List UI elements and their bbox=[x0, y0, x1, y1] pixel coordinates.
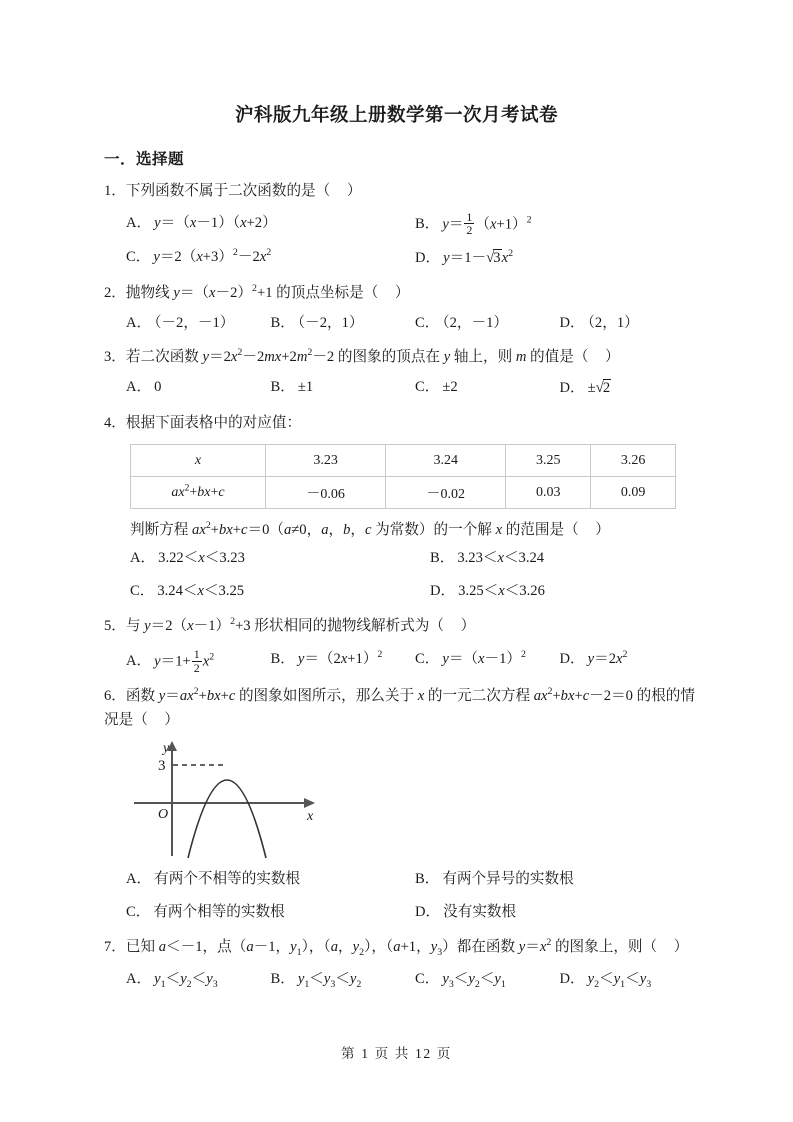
question-3-text: 若二次函数 $y=2x^2-2mx+2m^2-2$ 的图象的顶点在 y 轴上，则 m 的值是（ ） bbox=[125, 347, 620, 366]
question-4-stem bbox=[104, 412, 704, 436]
question-5-options bbox=[126, 648, 704, 674]
option-label: D． bbox=[415, 903, 441, 920]
y-axis-label: y bbox=[163, 741, 170, 757]
question-4-option-b[interactable]: B． 3.23＜x＜3.24 bbox=[430, 550, 545, 567]
option-label: D． bbox=[430, 582, 456, 599]
question-2-option-d[interactable]: D． （2，1） bbox=[559, 314, 639, 331]
question-3-option-d[interactable]: D． ±√2 bbox=[559, 379, 611, 396]
option-label: D． bbox=[415, 249, 441, 266]
section-heading: 一．选择题 bbox=[104, 151, 185, 168]
page-footer: 第 1 页 共 12 页 bbox=[341, 1046, 452, 1061]
radical-sqrt3: √3 bbox=[486, 249, 501, 266]
option-text: 没有实数根 bbox=[443, 903, 517, 920]
question-3-stem bbox=[104, 346, 704, 370]
table-cell: －0.06 bbox=[266, 477, 386, 509]
correspondence-table bbox=[130, 444, 676, 509]
question-3 bbox=[104, 346, 704, 400]
parabola-figure bbox=[132, 738, 322, 860]
fraction-one-half: $\frac{1}{2}$ bbox=[466, 209, 473, 238]
table-cell: 0.03 bbox=[506, 477, 591, 509]
question-1-stem bbox=[104, 180, 704, 204]
table-cell: －0.02 bbox=[386, 477, 506, 509]
question-2-option-c[interactable]: C． （2，－1） bbox=[415, 314, 508, 331]
question-1-option-a[interactable]: A． y＝（x－1）（x+2） bbox=[126, 214, 277, 231]
question-4-table-wrapper bbox=[130, 444, 793, 509]
question-4-followup: 判断方程 $ax^2+bx+c=0(a\ne 0$，a，b，c 为常数）的一个解 x 的范围是（ ） bbox=[130, 520, 610, 539]
question-4-text: 根据下面表格中的对应值： bbox=[125, 414, 302, 431]
option-label: A． bbox=[130, 550, 156, 567]
table-row bbox=[131, 445, 676, 477]
question-1-options-row-1 bbox=[126, 211, 704, 238]
question-2 bbox=[104, 282, 704, 335]
option-label: C． bbox=[415, 971, 440, 988]
question-6-text: 函数 $y=ax^2+bx+c$ 的图象如图所示，那么关于 x 的一元二次方程 $ax^2+bx+c-2=0$ 的根的情况是（ ） bbox=[104, 686, 695, 728]
question-1-options-row-2 bbox=[126, 245, 704, 272]
question-3-option-c[interactable]: C． ±2 bbox=[415, 378, 458, 395]
question-7-text: 已知 a＜－1，点（a－1，$y_1$），（a，$y_2$），（a+1，$y_3$）都在函数 $y=x^2$ 的图象上，则（ ） bbox=[125, 937, 689, 959]
table-cell: 0.09 bbox=[591, 477, 676, 509]
question-5-number: 5． bbox=[104, 618, 126, 635]
option-label: B． bbox=[270, 971, 295, 988]
question-1-option-d[interactable]: D． $y=1-√3x^2$ bbox=[415, 247, 514, 266]
question-5-option-c[interactable]: C． $y=(x-1)^2$ bbox=[415, 649, 526, 667]
question-4-option-c[interactable]: C． 3.24＜x＜3.25 bbox=[130, 582, 245, 599]
question-4-option-d[interactable]: D． 3.25＜x＜3.26 bbox=[430, 582, 545, 599]
question-6-options-block bbox=[104, 867, 704, 925]
question-6-option-d[interactable] bbox=[415, 900, 704, 926]
option-label: B． bbox=[415, 871, 440, 888]
option-label: C． bbox=[415, 314, 440, 331]
option-label: C． bbox=[126, 248, 151, 265]
question-5 bbox=[104, 615, 704, 674]
option-label: B． bbox=[415, 215, 440, 232]
question-4-options-row-1 bbox=[130, 546, 730, 572]
question-6-stem bbox=[104, 685, 704, 732]
question-7-number: 7． bbox=[104, 939, 126, 956]
option-label: A． bbox=[126, 314, 152, 331]
option-label: A． bbox=[126, 871, 152, 888]
question-5-option-b[interactable]: B． $y=(2x+1)^2$ bbox=[270, 649, 383, 667]
question-5-option-a[interactable]: A． y＝1+ $\frac{1}{2}$ $x^2$ bbox=[126, 646, 215, 675]
question-2-text: 抛物线 $y=(x-2)^2+1$ 的顶点坐标是（ ） bbox=[125, 283, 410, 302]
option-label: A． bbox=[126, 378, 152, 395]
question-6-options-row-2 bbox=[126, 900, 704, 926]
option-label: B． bbox=[270, 314, 295, 331]
question-6-option-a[interactable] bbox=[126, 867, 415, 893]
option-text: 有两个不相等的实数根 bbox=[154, 871, 301, 888]
option-label: C． bbox=[415, 650, 440, 667]
question-4-number: 4． bbox=[104, 414, 126, 431]
question-6-number: 6． bbox=[104, 688, 126, 705]
question-3-options bbox=[126, 376, 704, 401]
option-label: D． bbox=[559, 379, 585, 396]
option-text: 有两个异号的实数根 bbox=[442, 871, 574, 888]
question-7-options bbox=[126, 968, 704, 992]
radical-sqrt2: √2 bbox=[595, 379, 611, 396]
question-2-number: 2． bbox=[104, 285, 126, 302]
question-2-stem bbox=[104, 282, 704, 306]
question-5-text: 与 $y=2(x-1)^2+3$ 形状相同的抛物线解析式为（ ） bbox=[125, 616, 476, 635]
origin-label: O bbox=[158, 807, 169, 823]
question-1-option-c[interactable]: C． $y=2(x+3)^2-2x^2$ bbox=[126, 246, 272, 265]
question-5-option-d[interactable]: D． $y=2x^2$ bbox=[559, 649, 628, 667]
question-3-number: 3． bbox=[104, 349, 126, 366]
table-cell: 3.26 bbox=[591, 445, 676, 477]
option-label: D． bbox=[559, 314, 585, 331]
table-cell: 3.23 bbox=[266, 445, 386, 477]
question-7-stem bbox=[104, 936, 704, 960]
fraction-one-half: $\frac{1}{2}$ bbox=[193, 646, 200, 675]
question-1-number: 1． bbox=[104, 183, 126, 199]
page-title: 沪科版九年级上册数学第一次月考试卷 bbox=[234, 106, 558, 126]
option-label: B． bbox=[430, 550, 455, 567]
question-6-option-c[interactable] bbox=[126, 900, 415, 926]
question-2-options bbox=[126, 312, 704, 336]
option-label: A． bbox=[126, 214, 152, 231]
question-3-option-b[interactable]: B． ±1 bbox=[270, 378, 314, 395]
question-2-option-a[interactable]: A． （－2，－1） bbox=[126, 314, 235, 331]
question-6 bbox=[104, 685, 704, 732]
question-7-option-a[interactable]: A． $y_1<y_2<y_3$ bbox=[126, 971, 218, 990]
table-cell: 3.25 bbox=[506, 445, 591, 477]
question-1 bbox=[104, 180, 704, 271]
question-7 bbox=[104, 936, 704, 991]
question-1-text: 下列函数不属于二次函数的是（ ） bbox=[125, 183, 362, 199]
table-row bbox=[131, 477, 676, 509]
question-7-option-b[interactable]: B． $y_1<y_3<y_2$ bbox=[270, 971, 362, 990]
x-axis-label: x bbox=[307, 809, 314, 825]
option-label: B． bbox=[270, 650, 295, 667]
question-4 bbox=[104, 412, 704, 436]
question-6-options-row-1 bbox=[126, 867, 704, 893]
option-label: A． bbox=[126, 971, 152, 988]
question-4-option-a[interactable]: A． 3.22＜x＜3.23 bbox=[130, 550, 245, 567]
vertex-y-label: 3 bbox=[158, 758, 166, 775]
question-1-option-b[interactable]: B． y＝ $\frac{1}{2}$ $(x+1)^2$ bbox=[415, 209, 532, 238]
table-row-header: $ax^2+bx+c$ bbox=[131, 477, 266, 509]
table-cell: 3.24 bbox=[386, 445, 506, 477]
option-label: C． bbox=[415, 378, 440, 395]
question-4-options-row-2 bbox=[130, 579, 730, 605]
option-label: D． bbox=[559, 971, 585, 988]
option-label: A． bbox=[126, 653, 152, 670]
option-text: 有两个相等的实数根 bbox=[153, 903, 285, 920]
option-label: C． bbox=[130, 582, 155, 599]
option-label: D． bbox=[559, 650, 585, 667]
question-5-stem bbox=[104, 615, 704, 639]
question-4-options-block bbox=[130, 546, 730, 604]
option-label: B． bbox=[270, 378, 295, 395]
option-label: C． bbox=[126, 903, 151, 920]
question-3-option-a[interactable]: A． 0 bbox=[126, 378, 162, 395]
question-2-option-b[interactable]: B． （－2，1） bbox=[270, 314, 364, 331]
question-6-option-b[interactable] bbox=[415, 867, 704, 893]
table-row-header: x bbox=[131, 445, 266, 477]
question-7-option-d[interactable]: D． $y_2<y_1<y_3$ bbox=[559, 971, 652, 990]
question-7-option-c[interactable]: C． $y_3<y_2<y_1$ bbox=[415, 971, 506, 990]
